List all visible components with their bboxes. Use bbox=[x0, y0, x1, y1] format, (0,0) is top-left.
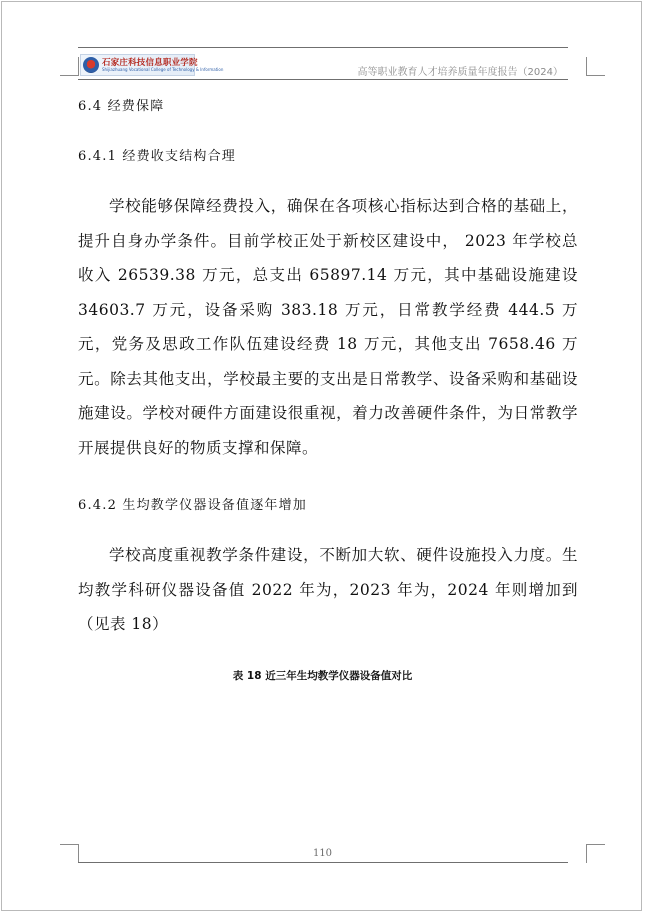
crop-mark-top-right bbox=[586, 57, 605, 76]
logo-name-cn: 石家庄科技信息职业学院 bbox=[102, 58, 198, 68]
section-heading: 6.4 经费保障 bbox=[78, 99, 165, 114]
report-title: 高等职业教育人才培养质量年度报告（2024） bbox=[357, 67, 563, 78]
college-emblem-icon bbox=[83, 57, 99, 73]
header-rule-bottom bbox=[78, 79, 568, 80]
subsection-heading-equipment: 6.4.2 生均教学仪器设备值逐年增加 bbox=[78, 498, 308, 513]
header-rule-top bbox=[78, 47, 568, 48]
logo-name-en: Shijiazhuang Vocational College of Technology & Information bbox=[102, 67, 224, 72]
crop-mark-top-left bbox=[60, 57, 79, 76]
footer-rule bbox=[78, 862, 568, 863]
table-caption: 表 18 近三年生均教学仪器设备值对比 bbox=[232, 670, 413, 682]
page-number: 110 bbox=[312, 848, 333, 859]
funding-paragraph: 学校能够保障经费投入，确保在各项核心指标达到合格的基础上，提升自身办学条件。目前学校正处于新校区建设中， 2023 年学校总收入 26539.38 万元，总支出 65897.14 万元，其中基础设施建设 34603.7 万元，设备采购 383.18 万元，日常教学经费 444.5 万元，党务及思政工作队伍建设经费 18 万元，其他支出 7658.46 万元。除去其他支出，学校最主要的支出是日常教学、设备采购和基础设施建设。学校对硬件方面建设很重视，着力改善硬件条件，为日常教学开展提供良好的物质支撑和保障。 bbox=[78, 197, 578, 457]
subsection-heading-funding: 6.4.1 经费收支结构合理 bbox=[78, 149, 237, 164]
equipment-paragraph: 学校高度重视教学条件建设，不断加大软、硬件设施投入力度。生均教学科研仪器设备值 2022 年为，2023 年为，2024 年则增加到（见表 18） bbox=[78, 546, 578, 633]
college-logo bbox=[80, 54, 224, 76]
